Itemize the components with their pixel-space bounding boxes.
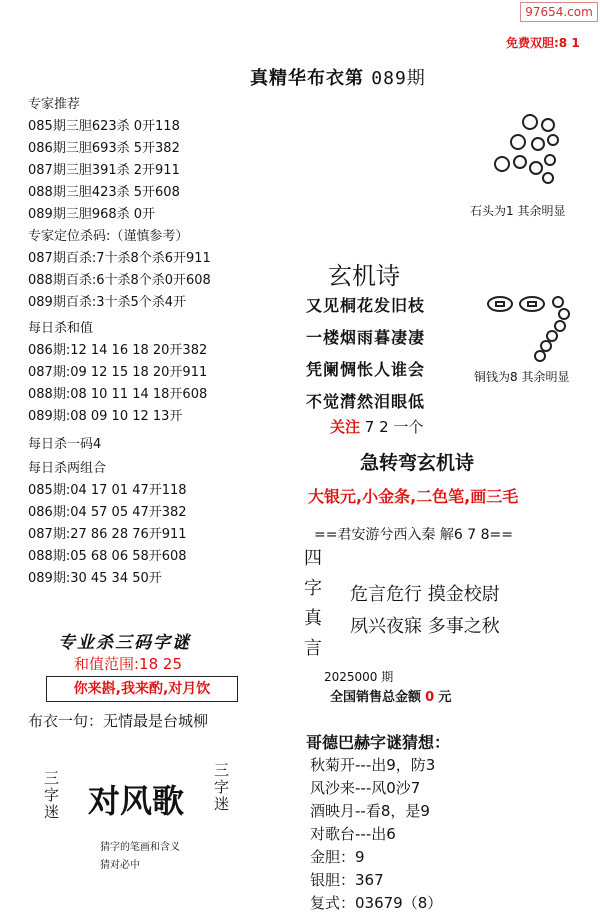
list-item: 087期百杀:7十杀8个杀6开911 bbox=[28, 251, 211, 266]
list-item: 酒映月--看8，是9 bbox=[310, 802, 430, 820]
riddle-answer: 对风歌 bbox=[88, 782, 185, 820]
sales-label: 全国销售总金额 bbox=[330, 690, 422, 705]
list-item: 088期:08 10 11 14 18开608 bbox=[28, 387, 208, 402]
poem-title: 玄机诗 bbox=[328, 262, 400, 290]
riddle-note2: 猜对必中 bbox=[100, 860, 140, 871]
turn-poem-title: 急转弯玄机诗 bbox=[360, 452, 475, 474]
stones-caption: 石头为1 其余明显 bbox=[470, 204, 566, 218]
jun-text: ==君安游兮西入秦 解6 7 8== bbox=[314, 527, 513, 543]
title-issue: 089期 bbox=[371, 68, 426, 89]
right-tag: 三字迷 bbox=[214, 761, 230, 813]
expert-header: 专家推荐 bbox=[28, 97, 81, 112]
list-item: 089期:08 09 10 12 13开 bbox=[28, 409, 183, 424]
riddle-note1: 猜字的笔画和含义 bbox=[100, 842, 180, 853]
list-item: 秋菊开---出9，防3 bbox=[310, 756, 436, 774]
list-item: 087期三胆391杀 2开911 bbox=[28, 163, 180, 178]
list-item: 086期三胆693杀 5开382 bbox=[28, 141, 180, 156]
list-item: 089期百杀:3十杀5个杀4开 bbox=[28, 295, 187, 310]
turn-poem-text: 大银元,小金条,二色笔,画三毛 bbox=[308, 487, 519, 506]
expert-section bbox=[28, 94, 211, 590]
follow-line bbox=[330, 416, 423, 437]
sales-unit: 元 bbox=[438, 690, 452, 705]
vertical-char: 言 bbox=[304, 638, 322, 659]
poem bbox=[306, 290, 425, 418]
list-item: 085期三胆623杀 0开118 bbox=[28, 119, 180, 134]
poem-line: 凭阑惆怅人谁会 bbox=[306, 360, 426, 379]
sales-issue: 2025000 期 bbox=[324, 670, 394, 684]
list-item: 银胆：367 bbox=[310, 871, 384, 889]
vertical-char: 四 bbox=[304, 548, 322, 569]
page-title bbox=[250, 64, 426, 90]
free-pair-text: 免费双胆:8 1 bbox=[506, 36, 580, 50]
daily-one-text: 每日杀一码4 bbox=[28, 437, 102, 452]
daily-two-header: 每日杀两组合 bbox=[28, 461, 107, 476]
poem-line: 不觉潸然泪眼低 bbox=[306, 392, 426, 411]
sales-amount: 0 bbox=[425, 690, 435, 705]
daily-sum-header: 每日杀和值 bbox=[28, 321, 94, 336]
list-item: 088期:05 68 06 58开608 bbox=[28, 549, 187, 564]
position-kill-header: 专家定位杀码:（谨慎参考） bbox=[28, 229, 189, 244]
poem-line: 一楼烟雨暮凄凄 bbox=[306, 328, 426, 347]
list-item: 087期:09 12 15 18 20开911 bbox=[28, 365, 208, 380]
four-char-vertical bbox=[304, 544, 322, 664]
list-item: 089期三胆968杀 0开 bbox=[28, 207, 156, 222]
list-item: 086期:04 57 05 47开382 bbox=[28, 505, 187, 520]
list-item: 087期:27 86 28 76开911 bbox=[28, 527, 187, 542]
goldbach-list bbox=[310, 754, 442, 915]
site-logo[interactable]: 97654.com bbox=[520, 2, 598, 22]
riddle-header: 专业杀三码字谜 bbox=[58, 633, 191, 653]
vertical-char: 字 bbox=[304, 578, 322, 599]
list-item: 088期百杀:6十杀8个杀0开608 bbox=[28, 273, 211, 288]
list-item: 089期:30 45 34 50开 bbox=[28, 571, 162, 586]
coins-caption: 铜钱为8 其余明显 bbox=[474, 370, 570, 384]
list-item: 风沙来---风0沙7 bbox=[310, 779, 421, 797]
title-main: 真精华布衣第 bbox=[250, 68, 364, 89]
one-liner: 布衣一句：无情最是台城柳 bbox=[28, 712, 209, 730]
four-char-row1: 危言危行 摸金校尉 bbox=[350, 584, 500, 605]
list-item: 086期:12 14 16 18 20开382 bbox=[28, 343, 208, 358]
follow-nums: 7 2 一个 bbox=[364, 418, 424, 436]
sales-total bbox=[330, 686, 451, 705]
left-tag: 三字迷 bbox=[44, 769, 60, 821]
riddle-slogan: 你来斟,我来酌,对月饮 bbox=[46, 676, 238, 702]
list-item: 复式：03679（8） bbox=[310, 894, 443, 912]
vertical-char: 真 bbox=[304, 608, 322, 629]
stones-figure bbox=[488, 112, 578, 192]
list-item: 金胆：9 bbox=[310, 848, 365, 866]
list-item: 085期:04 17 01 47开118 bbox=[28, 483, 187, 498]
coins-figure bbox=[486, 292, 576, 372]
goldbach-header: 哥德巴赫字谜猜想： bbox=[306, 733, 451, 752]
riddle-range: 和值范围:18 25 bbox=[74, 655, 182, 673]
poem-line: 又见桐花发旧枝 bbox=[306, 296, 426, 315]
list-item: 088期三胆423杀 5开608 bbox=[28, 185, 180, 200]
list-item: 对歌台---出6 bbox=[310, 825, 396, 843]
follow-label: 关注 bbox=[330, 418, 361, 436]
four-char-row2: 夙兴夜寐 多事之秋 bbox=[350, 616, 500, 637]
